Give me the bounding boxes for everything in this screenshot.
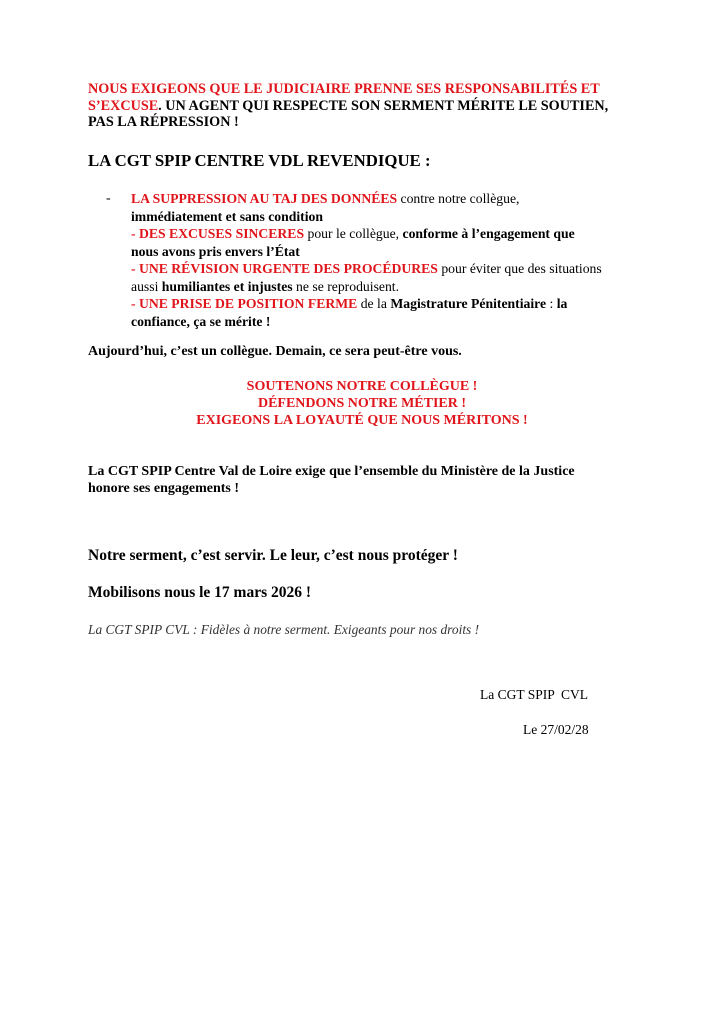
rally-line-1: SOUTENONS NOTRE COLLÈGUE ! (246, 379, 478, 394)
exige-paragraph (88, 463, 648, 497)
list-bullet: - (106, 191, 111, 206)
exige-line-2: honore ses engagements ! (88, 481, 240, 496)
demand-3-post: ne se reproduisent. (292, 278, 400, 294)
rally-line-3: EXIGEONS LA LOYAUTÉ QUE NOUS MÉRITONS ! (196, 413, 528, 428)
rally-line-2: DÉFENDONS NOTRE MÉTIER ! (257, 396, 467, 411)
demand-3-red: - UNE RÉVISION URGENTE DES PROCÉDURES (131, 261, 438, 276)
demand-4-red: - UNE PRISE DE POSITION FERME (131, 296, 358, 311)
mobilisation-line: Mobilisons nous le 17 mars 2026 ! (88, 584, 312, 601)
demand-2-red: - DES EXCUSES SINCERES (131, 226, 305, 241)
intro-black-line-2: . UN AGENT QUI RESPECTE SON SERMENT MÉRITE LE SOUTIEN, (158, 97, 609, 114)
intro-paragraph (88, 81, 648, 131)
demand-4-bold: Magistrature Pénitentiaire (390, 296, 547, 311)
intro-black-line-3: PAS LA RÉPRESSION ! (88, 114, 239, 130)
today-line: Aujourd’hui, c’est un collègue. Demain, ce sera peut-être vous. (88, 344, 462, 359)
demand-item-1 (131, 190, 651, 208)
serment-line: Notre serment, c’est servir. Le leur, c’est nous protéger ! (88, 547, 458, 564)
demand-3-bold: humiliantes et injustes (161, 278, 293, 294)
rally-block (88, 378, 636, 429)
demand-4-text: de la (357, 296, 391, 311)
demand-3-pre: aussi (131, 278, 162, 294)
demand-2-bold-line: nous avons pris envers l’État (131, 243, 300, 259)
demand-item-4 (131, 295, 651, 313)
demand-3-line-2 (131, 278, 651, 296)
demand-3-text: pour éviter que des situations (437, 261, 602, 276)
exige-line-1: La CGT SPIP Centre Val de Loire exige que l’ensemble du Ministère de la Justice (88, 464, 575, 479)
intro-red-line-1: NOUS EXIGEONS QUE LE JUDICIAIRE PRENNE SES RESPONSABILITÉS ET (88, 81, 600, 97)
demand-1-bold-line: immédiatement et sans condition (131, 208, 323, 224)
demand-1-text: contre notre collègue, (397, 191, 520, 206)
demand-item-3 (131, 260, 651, 278)
demand-4-bold-line: confiance, ça se mérite ! (131, 313, 271, 329)
signature: La CGT SPIP CVL (480, 687, 589, 702)
demands-heading: LA CGT SPIP CENTRE VDL REVENDIQUE : (88, 151, 431, 170)
date-line: Le 27/02/28 (523, 722, 589, 737)
intro-red-line-2: S’EXCUSE (88, 97, 159, 114)
demand-item-2 (131, 225, 651, 243)
demand-4-text-2: : (546, 296, 557, 311)
demand-1-red: LA SUPPRESSION AU TAJ DES DONNÉES (131, 191, 398, 206)
demand-2-text: pour le collègue, (304, 226, 403, 241)
motto-line: La CGT SPIP CVL : Fidèles à notre serment. Exigeants pour nos droits ! (88, 622, 480, 637)
demand-2-bold: conforme à l’engagement que (402, 226, 575, 241)
demand-4-bold-2: la (556, 296, 568, 311)
demands-list (131, 190, 651, 330)
